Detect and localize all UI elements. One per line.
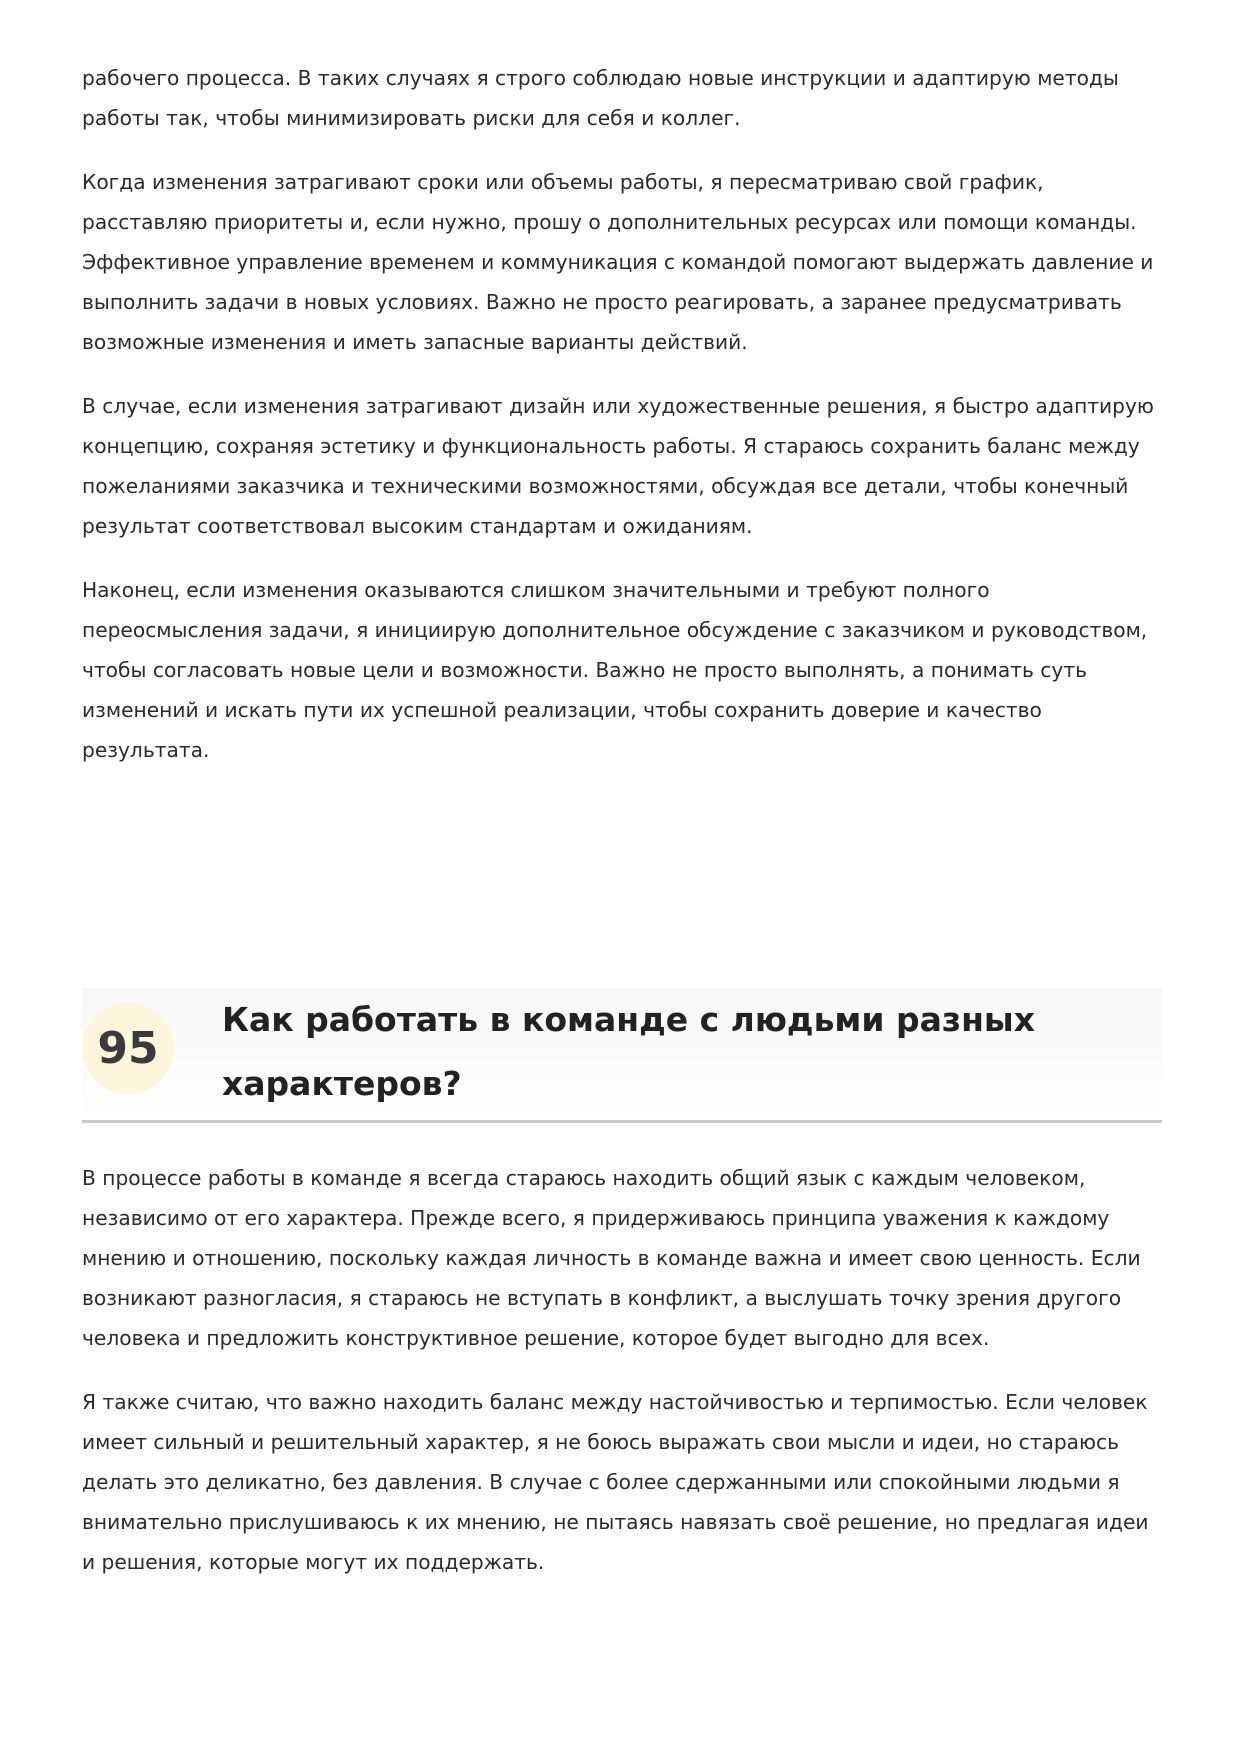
section-title: Как работать в команде с людьми разных характеров? bbox=[222, 1000, 1036, 1103]
paragraph: В процессе работы в команде я всегда стараюсь находить общий язык с каждым человеком, независимо от его характера. Прежде всего, я придерживаюсь принципа уважения к каждому мнению и отношению, поскольку каждая личность в команде важна и имеет свою ценность. Если возникают разногласия, я стараюсь не вступать в конфликт, а выслушать точку зрения другого человека и предложить конструктивное решение, которое будет выгодно для всех. bbox=[82, 1166, 1141, 1350]
paragraph: Я также считаю, что важно находить баланс между настойчивостью и терпимостью. Если человек имеет сильный и решительный характер, я не боюсь выражать свои мысли и идеи, но стараюсь делать это деликатно, без давления. В случае с более сдержанными или спокойными людьми я внимательно прислушиваюсь к их мнению, не пытаясь навязать своё решение, но предлагая идеи и решения, которые могут их поддержать. bbox=[82, 1390, 1149, 1574]
section-body bbox=[82, 1158, 1162, 1606]
intro-text-block bbox=[82, 58, 1162, 794]
paragraph: рабочего процесса. В таких случаях я строго соблюдаю новые инструкции и адаптирую методы работы так, чтобы минимизировать риски для себя и коллег. bbox=[82, 66, 1119, 130]
paragraph: Наконец, если изменения оказываются слишком значительными и требуют полного переосмысления задачи, я инициирую дополнительное обсуждение с заказчиком и руководством, чтобы согласовать новые цели и возможности. Важно не просто выполнять, а понимать суть изменений и искать пути их успешной реализации, чтобы сохранить доверие и качество результата. bbox=[82, 578, 1148, 762]
paragraph: Когда изменения затрагивают сроки или объемы работы, я пересматриваю свой график, расставляю приоритеты и, если нужно, прошу о дополнительных ресурсах или помощи команды. Эффективное управление временем и коммуникация с командой помогают выдержать давление и выполнить задачи в новых условиях. Важно не просто реагировать, а заранее предусматривать возможные изменения и иметь запасные варианты действий. bbox=[82, 170, 1154, 354]
paragraph: В случае, если изменения затрагивают дизайн или художественные решения, я быстро адаптирую концепцию, сохраняя эстетику и функциональность работы. Я стараюсь сохранить баланс между пожеланиями заказчика и техническими возможностями, обсуждая все детали, чтобы конечный результат соответствовал высоким стандартам и ожиданиям. bbox=[82, 394, 1154, 538]
question-number-badge: 95 bbox=[82, 1002, 174, 1094]
section-header bbox=[82, 988, 1162, 1123]
